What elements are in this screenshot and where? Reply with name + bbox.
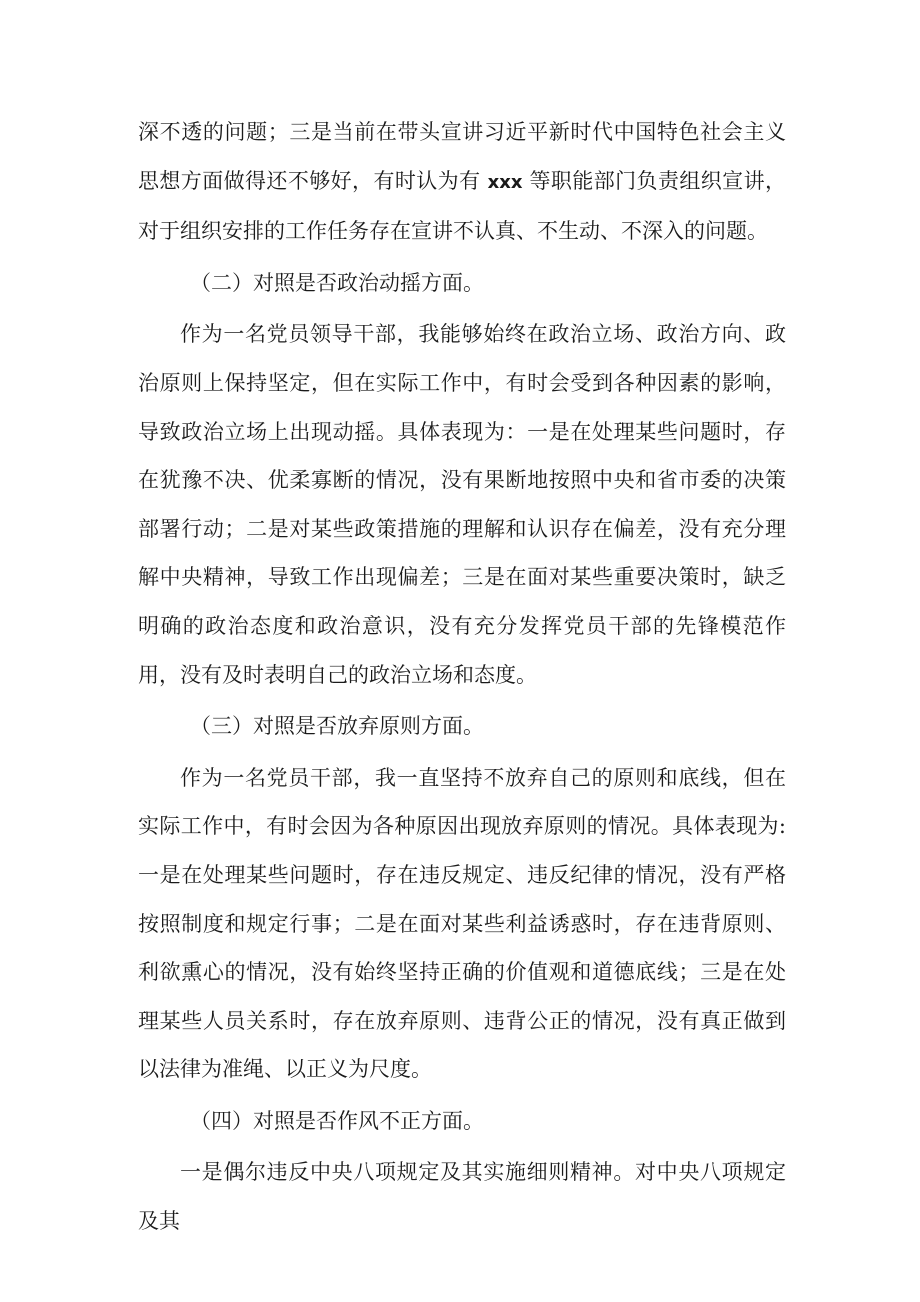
paragraph-abandon-principles: 作为一名党员干部，我一直坚持不放弃自己的原则和底线，但在实际工作中，有时会因为各种原因出现放弃原则的情况。具体表现为:一是在处理某些问题时，存在违反规定、违反纪律的情况，没有严格按照制度和规定行事；二是在面对某些利益诱惑时，存在违背原则、利欲熏心的情况，没有始终坚持正确的价值观和道德底线；三是在处理某些人员关系时，存在放弃原则、违背公正的情况，没有真正做到以法律为准绳、以正义为尺度。: [138, 765, 786, 1082]
paragraph-political-wavering: 作为一名党员领导干部，我能够始终在政治立场、政治方向、政治原则上保持坚定，但在实际工作中，有时会受到各种因素的影响，导致政治立场上出现动摇。具体表现为：一是在处理某些问题时，存在犹豫不决、优柔寡断的情况，没有果断地按照中央和省市委的决策部署行动；二是对某些政策措施的理解和认识存在偏差，没有充分理解中央精神，导致工作出现偏差；三是在面对某些重要决策时，缺乏明确的政治态度和政治意识，没有充分发挥党员干部的先锋模范作用，没有及时表明自己的政治立场和态度。: [138, 322, 786, 687]
section-heading-2: （二）对照是否政治动摇方面。: [190, 270, 484, 295]
paragraph-continuation: [138, 108, 786, 256]
section-heading-3: （三）对照是否放弃原则方面。: [190, 714, 484, 739]
placeholder-department: xxx: [487, 171, 523, 193]
document-body: [138, 108, 786, 1246]
paragraph-work-style: 一是偶尔违反中央八项规定及其实施细则精神。对中央八项规定及其: [138, 1160, 786, 1234]
paragraph-text: 等职能部门负责组织宣讲，对于组织安排的工作任务存在宣讲不认真、不生动、不深入的问题。: [138, 168, 786, 244]
section-heading-4: （四）对照是否作风不正方面。: [190, 1108, 484, 1133]
paragraph-text: 深不透的问题；三是当前在带头宣讲习近平新时代中国特色社会主义思想方面做得还不够好，有时认为有: [138, 120, 786, 193]
